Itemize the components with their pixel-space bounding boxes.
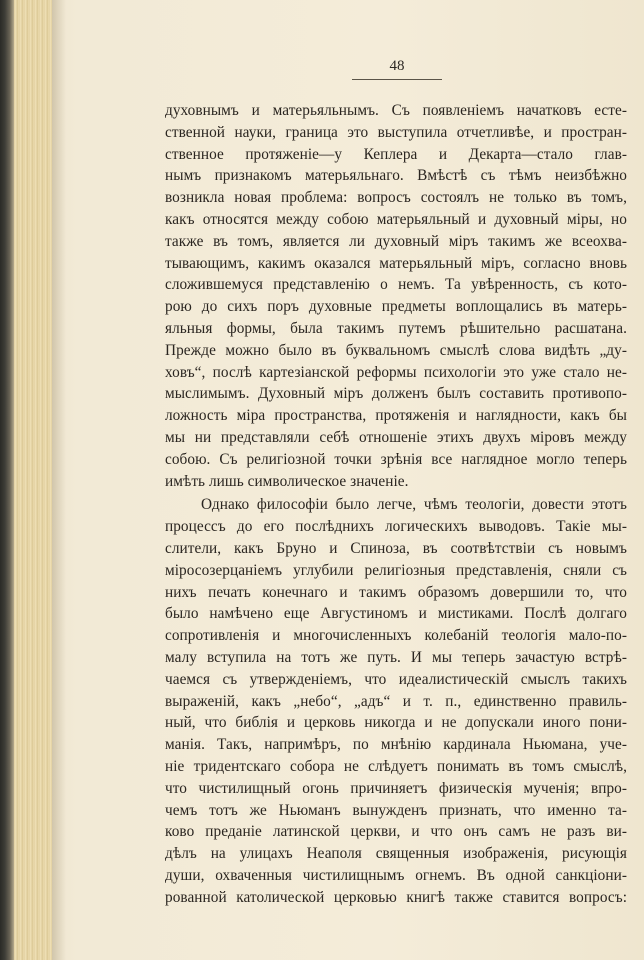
- text-line: чаемся съ утвержденіемъ, что идеалистическій смыслъ такихъ: [165, 670, 627, 688]
- text-line: процессъ до его послѣднихъ логическихъ выводовъ. Такіе мы-: [165, 518, 627, 536]
- text-line: ніе тридентскаго собора не слѣдуетъ понимать въ томъ смыслѣ,: [165, 757, 627, 775]
- text-line: Прежде можно было въ буквальномъ смыслѣ слова видѣть „ду-: [165, 341, 627, 359]
- text-line: рованной католической церковью книгѣ также ставится вопросъ:: [165, 888, 627, 906]
- text-line: міросозерцаніемъ углубили религіозныя представленія, сняли съ: [165, 561, 627, 579]
- text-line: малу вступила на тотъ же путь. И мы теперь зачастую встрѣ-: [165, 648, 627, 666]
- page-edges: [14, 0, 52, 960]
- text-line: ственной науки, граница это выступила отчетливѣе, и простран-: [165, 123, 627, 141]
- text-line: Однако философіи было легче, чѣмъ теологіи, довести этотъ: [201, 496, 627, 514]
- text-line: ственное протяженіе—у Кеплера и Декарта—стало глав-: [165, 145, 627, 163]
- text-line: ково преданіе латинской церкви, и что онъ самъ не разъ ви-: [165, 823, 627, 841]
- page-number-rule: [352, 79, 442, 80]
- text-line: манія. Такъ, напримѣръ, по мнѣнію кардинала Ньюмана, уче-: [165, 736, 627, 754]
- text-line: имѣть лишь символическое значеніе.: [165, 472, 409, 490]
- text-line: нихъ печать конечнаго и такимъ образомъ довершили то, что: [165, 583, 627, 601]
- text-line: нымъ признакомъ матерьяльнаго. Вмѣстѣ съ тѣмъ неизбѣжно: [165, 167, 627, 185]
- text-line: сопротивленія и многочисленныхъ колебаній теологія мало-по-: [165, 627, 627, 645]
- text-line: также въ томъ, является ли духовный міръ такимъ же всеохва-: [165, 232, 627, 250]
- text-line: было намѣчено еще Августиномъ и мистиками. Послѣ долгаго: [165, 605, 627, 623]
- text-line: чемъ тотъ же Ньюманъ вынужденъ признать, что именно та-: [165, 801, 627, 819]
- gutter-shadow: [52, 0, 66, 960]
- text-line: тывающимъ, какимъ оказался матерьяльный міръ, согласно вновь: [165, 254, 627, 272]
- text-line: слители, какъ Бруно и Спиноза, въ соотвѣтствіи съ новымъ: [165, 539, 627, 557]
- text-line: рою до сихъ поръ духовные предметы воплощались въ матерь-: [165, 298, 627, 316]
- text-line: ховъ“, послѣ картезіанской реформы психологіи это уже стало не-: [165, 363, 627, 381]
- text-line: мыслимымъ. Духовный міръ долженъ былъ составить противопо-: [165, 385, 627, 403]
- text-line: возникла новая проблема: вопросъ состоялъ не только въ томъ,: [165, 189, 627, 207]
- text-line: какъ относятся между собою матерьяльный и духовный міры, но: [165, 210, 627, 228]
- text-line: яльныя формы, была такимъ путемъ рѣшительно расшатана.: [165, 319, 627, 337]
- text-line: ный, что библія и церковь никогда и не допускали иного пони-: [165, 714, 627, 732]
- text-line: духовнымъ и матерьяльнымъ. Съ появленіемъ начатковъ есте-: [165, 102, 627, 119]
- text-line: выраженій, какъ „небо“, „адъ“ и т. п., единственно правиль-: [165, 692, 627, 710]
- text-line: дѣлъ на улицахъ Неаполя священныя изображенія, рисующія: [165, 845, 627, 863]
- book-binding: [0, 0, 14, 960]
- text-line: собою. Съ религіозной точки зрѣнія все наглядное могло теперь: [165, 450, 627, 468]
- body-text: [165, 100, 627, 908]
- text-line: что чистилищный огонь причиняетъ физическія мученія; впро-: [165, 779, 627, 797]
- page-number: 48: [389, 58, 405, 74]
- text-line: ложность міра пространства, протяженія и наглядности, какъ бы: [165, 407, 627, 425]
- text-line: мы ни представляли себѣ отношеніе этихъ двухъ міровъ между: [165, 428, 627, 446]
- text-line: сложившемуся представленію о немъ. Та увѣренность, съ кото-: [165, 276, 627, 294]
- text-line: души, охваченныя чистилищнымъ огнемъ. Въ одной санкціони-: [165, 866, 627, 884]
